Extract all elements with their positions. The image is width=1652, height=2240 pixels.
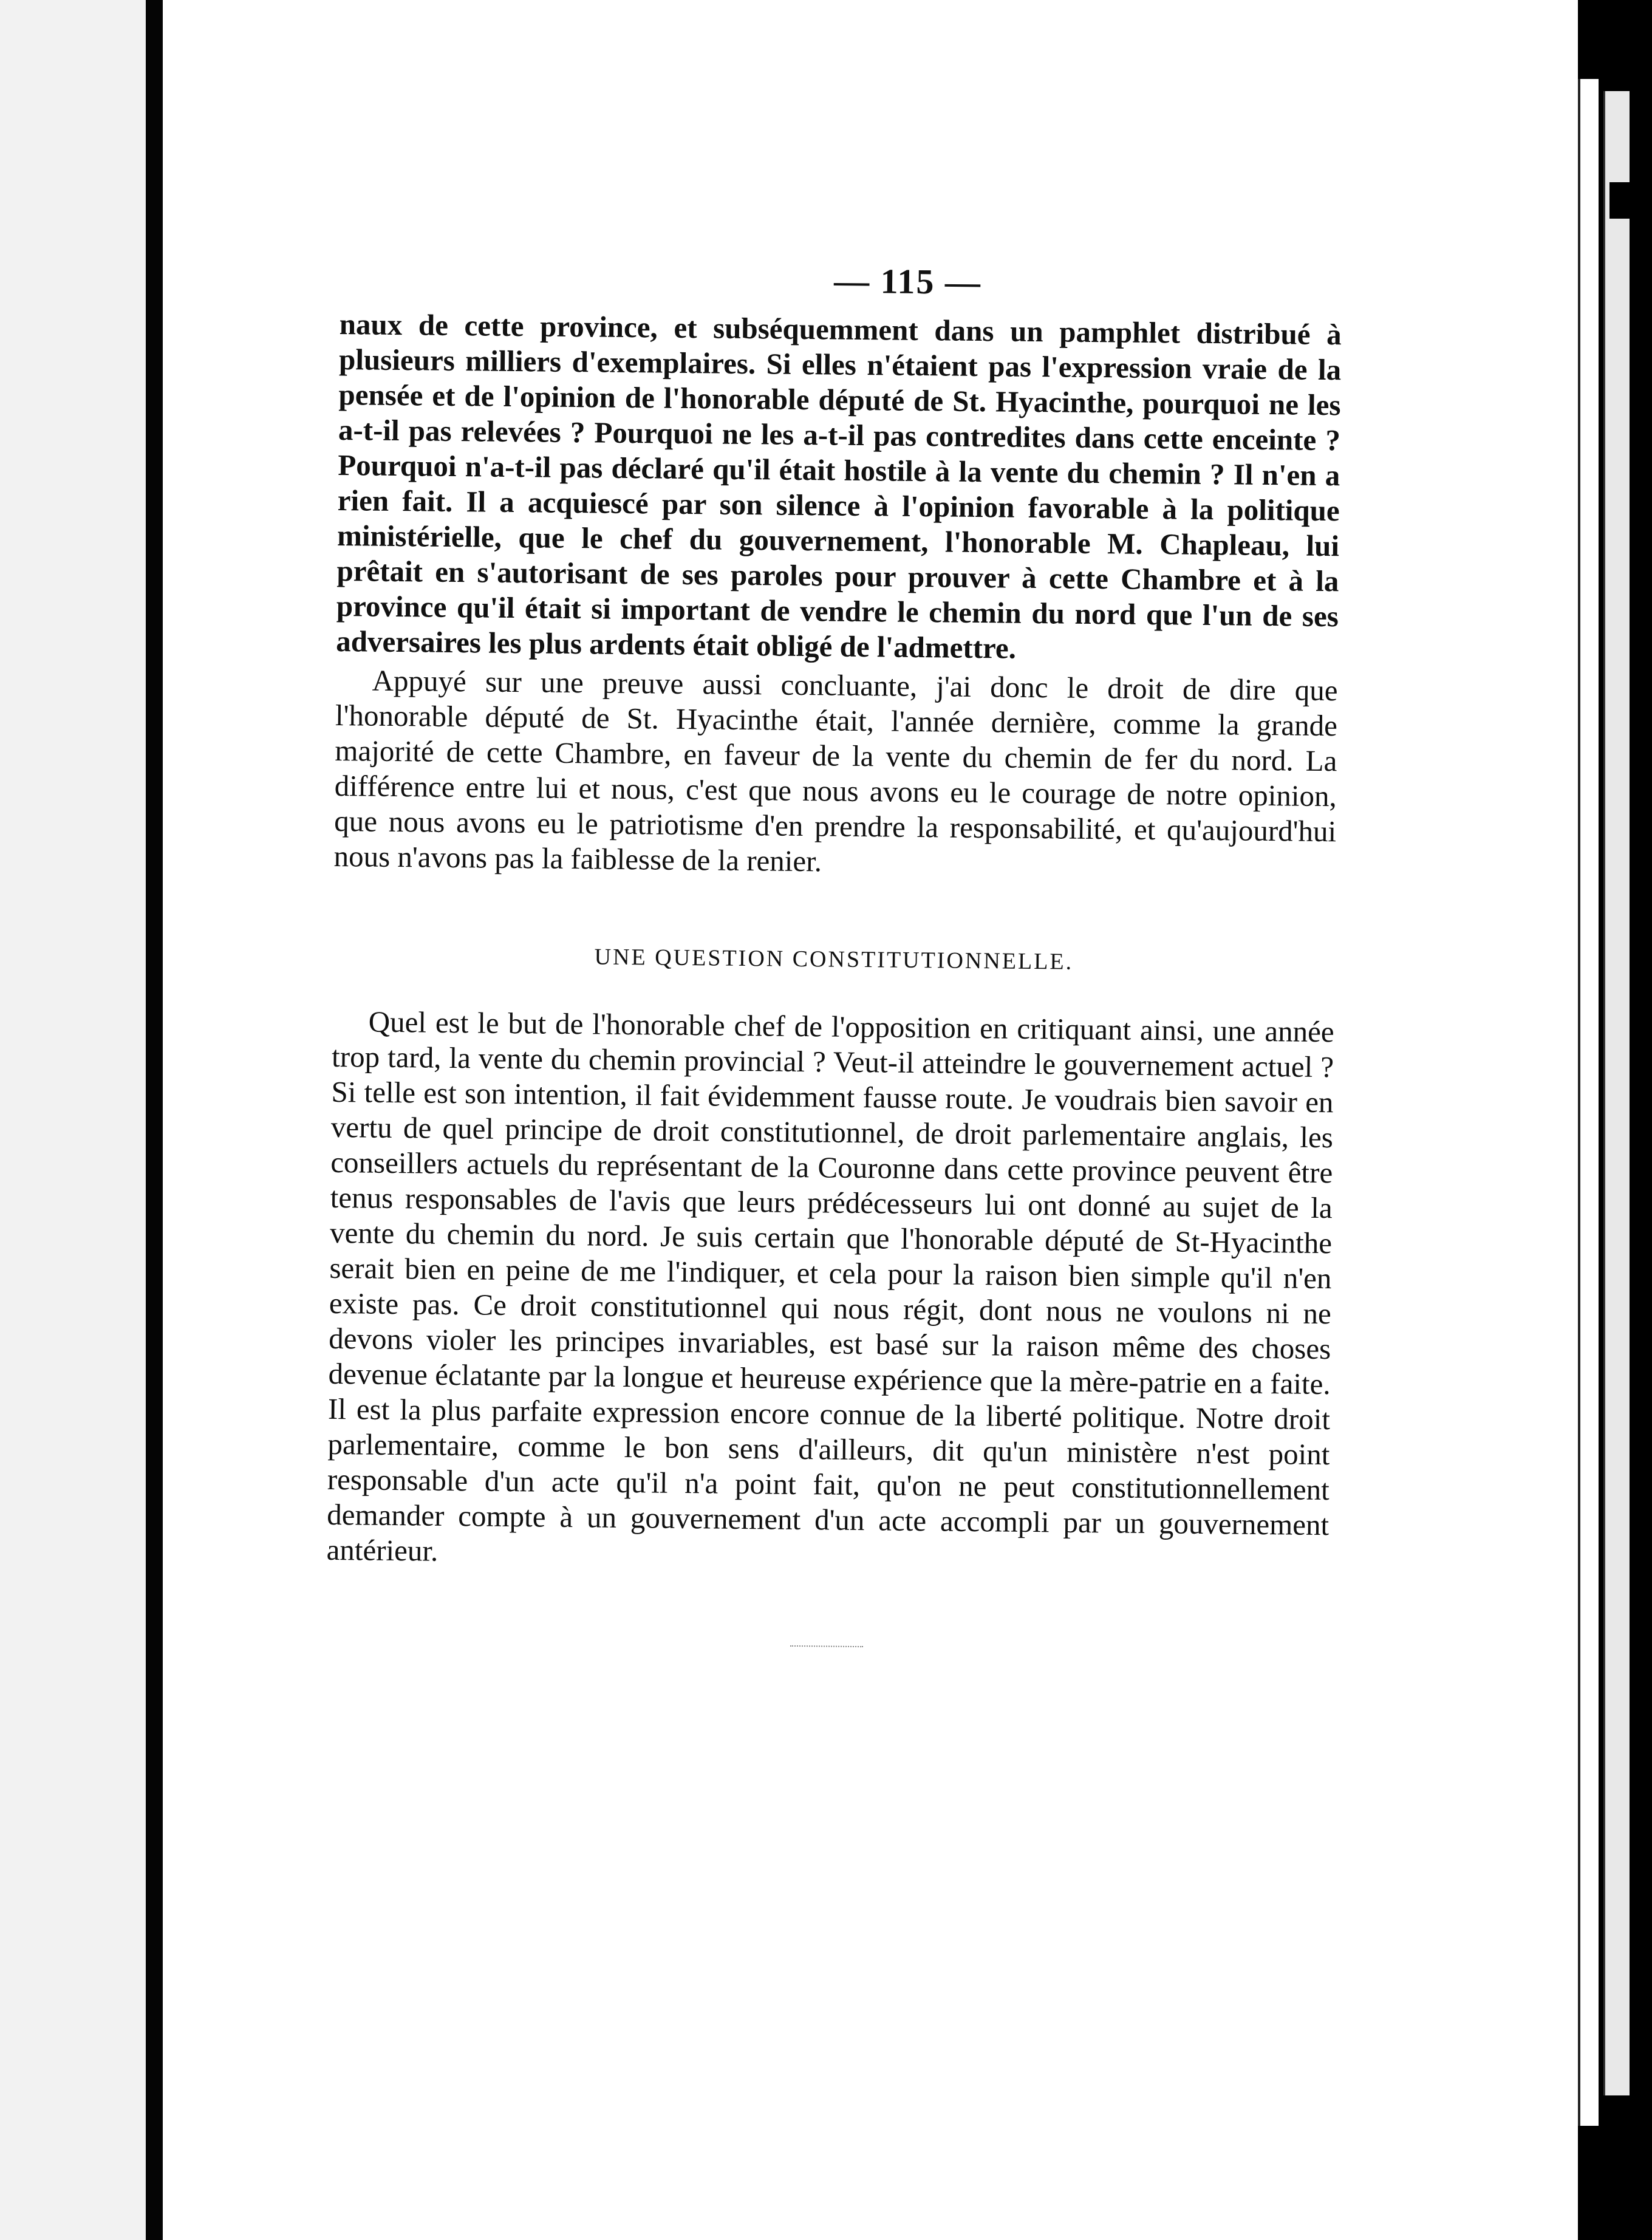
book-gutter	[146, 0, 163, 2240]
section-heading: UNE QUESTION CONSTITUTIONNELLE.	[594, 944, 1074, 975]
section-paragraph: Quel est le but de l'honorable chef de l'opposition en critiquant ainsi, une année trop tard, la vente du chemin provincial ? Veut-il atteindre le gouvernement actuel ? Si telle est son intention, il fait évidemment fausse route. Je voudrais bien savoir en vertu de quel principe de droit constitutionnel, de droit parlementaire anglais, les conseillers actuels du représentant de la Couronne dans cette province peuvent être tenus responsables de l'avis que leurs prédécesseurs lui ont donné au sujet de la vente du chemin du nord. Je suis certain que l'honorable député de St-Hyacinthe serait bien en peine de me l'indiquer, et cela pour la raison bien simple qu'il n'en existe pas. Ce droit constitutionnel qui nous régit, dont nous ne voulons ni ne devons violer les principes invariables, est basé sur la raison même des choses devenue éclatante par la longue et heureuse expérience que la mère-patrie en a faite. Il est la plus parfaite expression encore connue de la liberté politique. Notre droit parlementaire, comme le bon sens d'ailleurs, dit qu'un ministère n'est point responsable d'un acte qu'il n'a point fait, qu'on ne peut constitutionnellement demander compte à un gouvernement d'un acte accompli par un gouvernement antérieur.	[326, 1005, 1334, 1568]
left-page-edge	[0, 0, 146, 2240]
bookmark-tab	[1609, 182, 1652, 219]
page-number: — 115 —	[833, 261, 982, 302]
page-right-edge	[1578, 79, 1599, 2126]
page-content	[326, 255, 1342, 1652]
page-stack-edge	[1603, 91, 1630, 2095]
paragraph-1: naux de cette province, et subséquemment dans un pamphlet distribué à plusieurs milliers d'exemplaires. Si elles n'étaient pas l'expression vraie de la pensée et de l'opinion de l'honorable député de St. Hyacinthe, pourquoi ne les a-t-il pas relevées ? Pourquoi ne les a-t-il pas contredites dans cette enceinte ? Pourquoi n'a-t-il pas déclaré qu'il était hostile à la vente du chemin ? Il n'en a rien fait. Il a acquiescé par son silence à l'opinion favorable à la politique ministérielle, que le chef du gouvernement, l'honorable M. Chapleau, lui prêtait en s'autorisant de ses paroles pour prouver à cette Chambre et à la province qu'il était si important de vendre le chemin du nord que l'un de ses adversaires les plus ardents était obligé de l'admettre.	[336, 307, 1342, 665]
paragraph-2: Appuyé sur une preuve aussi concluante, j'ai donc le droit de dire que l'honorable député de St. Hyacinthe était, l'année dernière, comme la grande majorité de cette Chambre, en faveur de la vente du chemin de fer du nord. La différence entre lui et nous, c'est que nous avons eu le courage de notre opinion, que nous avons eu le patriotisme d'en prendre la responsabilité, et qu'aujourd'hui nous n'avons pas la faiblesse de la renier.	[333, 663, 1338, 878]
